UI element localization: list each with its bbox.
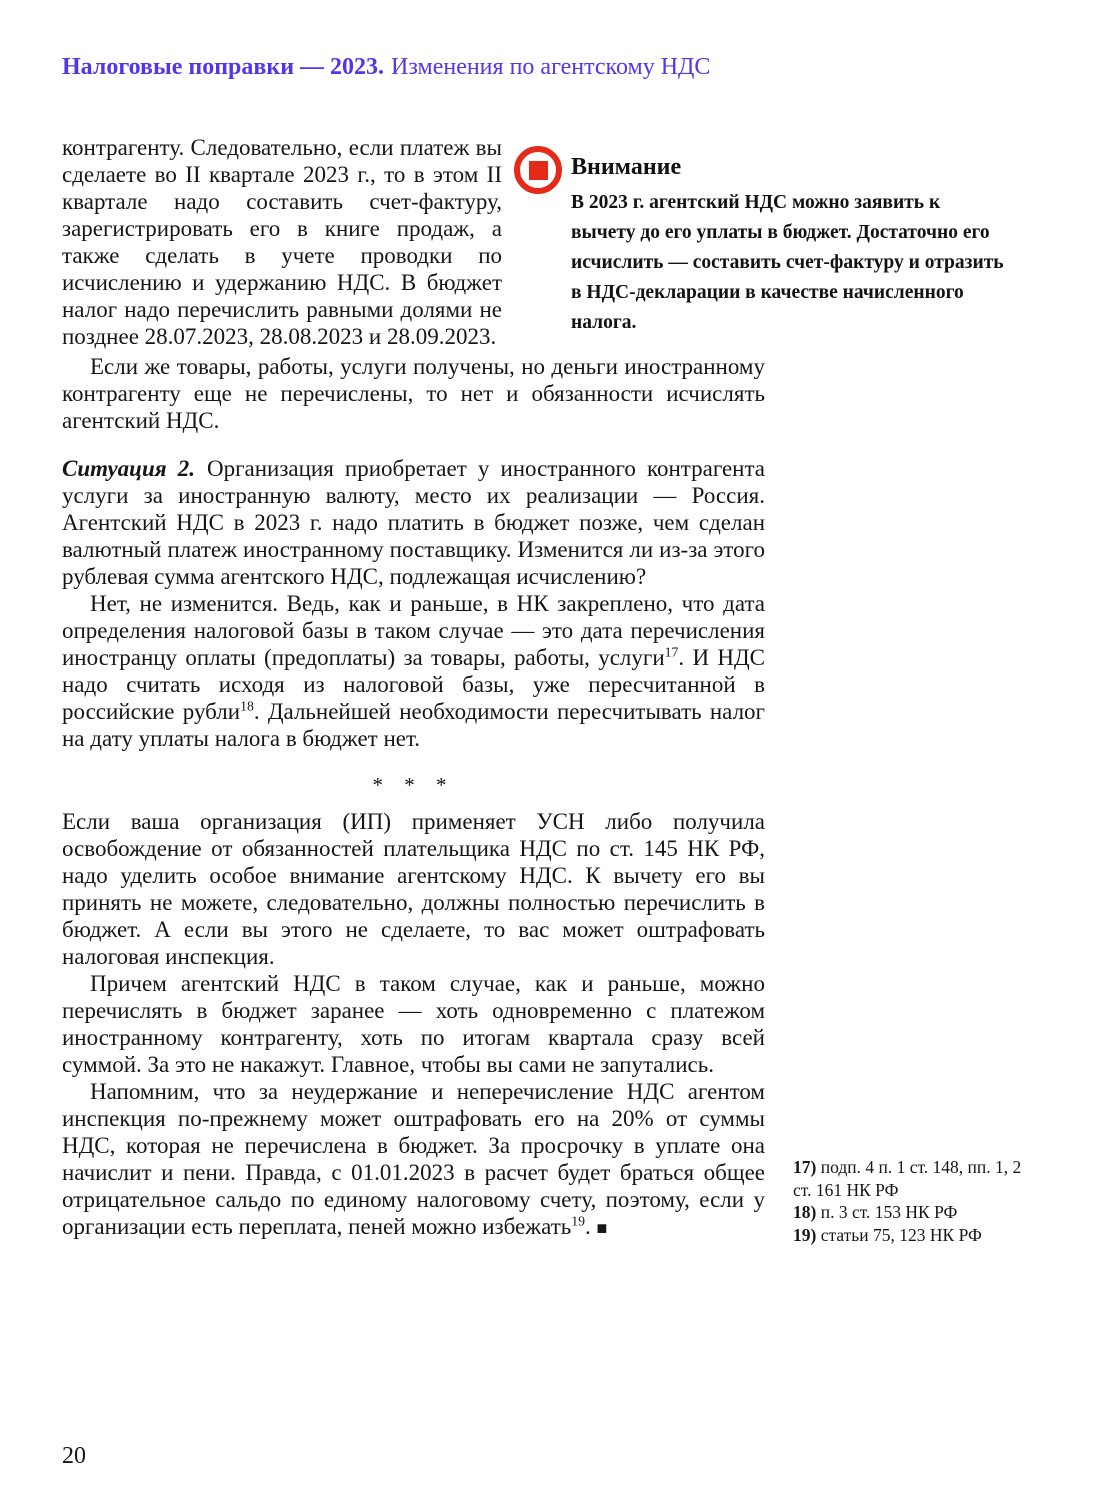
page-header	[62, 52, 710, 82]
end-of-article-mark: ■	[596, 1218, 608, 1238]
paragraph-list	[62, 353, 765, 1242]
paragraph	[62, 455, 765, 590]
callout-title: Внимание	[571, 154, 682, 180]
paragraph-text: Нет, не изменится. Ведь, как и раньше, в НК закреплено, что дата определения налоговой базы в таком случае — это дата перечисления иностранцу оплаты (предоплаты) за товары, работы, услуги	[62, 591, 765, 670]
footnote-item	[793, 1156, 1028, 1201]
footnote-text: п. 3 ст. 153 НК РФ	[816, 1202, 958, 1222]
situation-label: Ситуация 2.	[62, 456, 195, 481]
footnote-number: 19)	[793, 1224, 817, 1245]
paragraph-text: . И НДС надо считать исходя из налоговой базы, уже пересчитанной в российские рубли	[62, 645, 765, 724]
header-subtitle: Изменения по агентскому НДС	[391, 54, 711, 80]
paragraph-text: Причем агентский НДС в таком случае, как и раньше, можно перечислять в бюджет заранее — хоть одновременно с платежом иностранному контрагенту, хоть по итогам квартала сразу всей суммой. За это не накажут. Главное, чтобы вы сами не запутались.	[62, 971, 765, 1077]
callout-body: В 2023 г. агентский НДС можно заявить к вычету до его уплаты в бюджет. Достаточно его исчислить — составить счет-фактуру и отразить в НДС-декларации в качестве начисленного налога.	[571, 192, 1004, 333]
paragraph	[62, 808, 765, 970]
footnote-text: подп. 4 п. 1 ст. 148, пп. 1, 2 ст. 161 НК РФ	[793, 1157, 1022, 1200]
footnote-list	[793, 1156, 1028, 1246]
footnote-number: 18)	[793, 1202, 817, 1222]
paragraph-text: Если же товары, работы, услуги получены, но деньги иностранному контрагенту еще не перечислены, то нет и обязанности исчислять агентский НДС.	[62, 354, 765, 433]
section-separator: * * *	[372, 773, 455, 797]
header-title: Налоговые поправки — 2023.	[62, 54, 385, 80]
footnote-ref: 17	[664, 644, 679, 660]
paragraph-text: Организация приобретает у иностранного контрагента услуги за иностранную валюту, место их реализации — Россия. Агентский НДС в 2023 г. надо платить в бюджет позже, чем сделан валютный платеж иностранному поставщику. Изменится ли из-за этого рублевая сумма агентского НДС, подлежащая исчислению?	[62, 456, 766, 589]
paragraph-text: Напомним, что за неудержание и неперечисление НДС агентом инспекция по-прежнему может оштрафовать его на 20% от суммы НДС, которая не перечислена в бюджет. За просрочку в уплате она начислит и пени. Правда, с 01.01.2023 в расчет будет браться общее отрицательное сальдо по единому налоговому счету, поэтому, если у организации есть переплата, пеней можно избежать	[62, 1079, 765, 1239]
paragraph-text: . Дальнейшей необходимости пересчитывать налог на дату уплаты налога в бюджет нет.	[62, 699, 765, 751]
attention-callout	[514, 144, 1014, 338]
footnote-ref: 19	[571, 1213, 586, 1229]
footnote-item	[793, 1224, 1028, 1247]
attention-icon	[514, 146, 562, 194]
paragraph	[62, 353, 765, 434]
paragraph	[62, 1078, 765, 1242]
attention-content	[571, 144, 1008, 338]
footnote-item	[793, 1201, 1028, 1224]
paragraph-text: Если ваша организация (ИП) применяет УСН либо получила освобождение от обязанностей плательщика НДС по ст. 145 НК РФ, надо уделить особое внимание агентскому НДС. К вычету его вы принять не можете, следовательно, должны полностью перечислить в бюджет. А если вы этого не сделаете, то вас может оштрафовать налоговая инспекция.	[62, 809, 765, 969]
paragraph	[62, 970, 765, 1078]
intro-section	[62, 134, 1004, 353]
paragraph	[62, 590, 765, 752]
intro-paragraph: контрагенту. Следовательно, если платеж вы сделаете во II квартале 2023 г., то в этом II квартале надо составить счет-фактуру, зарегистрировать его в книге продаж, а также сделать в учете проводки по исчислению и удержанию НДС. В бюджет налог надо перечислить равными долями не позднее 28.07.2023, 28.08.2023 и 28.09.2023.	[62, 135, 502, 349]
footnote-number: 17)	[793, 1157, 817, 1177]
footnote-text: статьи 75, 123 НК РФ	[816, 1224, 982, 1245]
page-number: 20	[62, 1443, 86, 1469]
attention-icon-square	[529, 161, 548, 180]
footnote-ref: 18	[240, 698, 254, 714]
paragraph-text: .	[585, 1214, 597, 1239]
